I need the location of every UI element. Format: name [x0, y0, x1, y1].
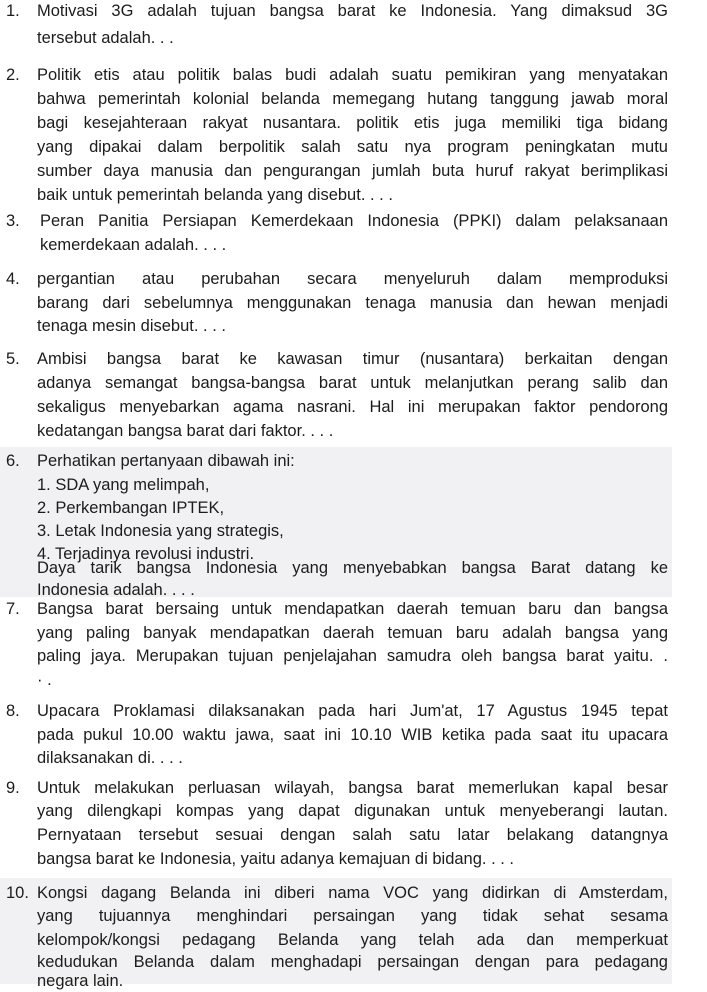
question-number: 7.: [6, 600, 20, 618]
question-text-line: adanya semangat bangsa-bangsa barat untuk melanjutkan perang salib dan: [37, 374, 668, 392]
question-text-line: Politik etis atau politik balas budi adalah suatu pemikiran yang menyatakan: [37, 66, 668, 84]
question-text-line: Ambisi bangsa barat ke kawasan timur (nusantara) berkaitan dengan: [37, 350, 668, 368]
question-text-line: sekaligus menyebarkan agama nasrani. Hal ini merupakan faktor pendorong: [37, 398, 668, 416]
question-number: 6.: [6, 452, 20, 470]
question-text-line: 2. Perkembangan IPTEK,: [37, 499, 225, 517]
question-number: 10.: [6, 884, 29, 902]
question-text-line: baik untuk pemerintah belanda yang disebut. . . .: [37, 186, 393, 204]
question-text-line: yang dipakai dalam berpolitik salah satu nya program peningkatan mutu: [37, 138, 668, 156]
question-text-line: 1. SDA yang melimpah,: [37, 476, 210, 494]
question-text-line: yang paling banyak mendapatkan daerah temuan baru adalah bangsa yang: [37, 624, 668, 642]
question-text-line: paling jaya. Merupakan tujuan penjelajahan samudra oleh bangsa barat yaitu. .: [37, 647, 668, 665]
question-text-line: · .: [37, 671, 52, 689]
question-text-line: negara lain.: [37, 972, 124, 990]
question-text-line: kelompok/kongsi pedagang Belanda yang telah ada dan memperkuat: [37, 931, 668, 949]
question-text-line: kedatangan bangsa barat dari faktor. . . .: [37, 422, 334, 440]
question-text-line: bagi kesejahteraan rakyat nusantara. politik etis juga memiliki tiga bidang: [37, 114, 668, 132]
question-text-line: barang dari sebelumnya menggunakan tenaga manusia dan hewan menjadi: [37, 294, 668, 312]
question-text-line: Untuk melakukan perluasan wilayah, bangsa barat memerlukan kapal besar: [37, 779, 668, 797]
question-number: 9.: [6, 779, 20, 797]
question-text-line: yang tujuannya menghindari persaingan yang tidak sehat sesama: [37, 907, 668, 925]
question-text-line: tersebut adalah. . .: [37, 29, 174, 47]
question-text-line: sumber daya manusia dan pengurangan jumlah buta huruf rakyat berimplikasi: [37, 162, 668, 180]
question-text-line: Perhatikan pertanyaan dibawah ini:: [37, 452, 295, 470]
question-text-line: 4. Terjadinya revolusi industri.: [37, 545, 255, 563]
question-text-line: Pernyataan tersebut sesuai dengan salah satu latar belakang datangnya: [37, 826, 668, 844]
question-text-line: Indonesia adalah. . . .: [37, 581, 195, 599]
question-text-line: Upacara Proklamasi dilaksanakan pada hari Jum'at, 17 Agustus 1945 tepat: [37, 702, 668, 720]
question-text-line: 3. Letak Indonesia yang strategis,: [37, 522, 284, 540]
question-text-line: kemerdekaan adalah. . . .: [40, 236, 227, 254]
question-number: 2.: [6, 66, 20, 84]
question-number: 5.: [6, 350, 20, 368]
question-number: 4.: [6, 270, 20, 288]
question-number: 8.: [6, 702, 20, 720]
question-text-line: kedudukan Belanda dalam menghadapi persaingan dengan para pedagang: [37, 953, 668, 971]
question-number: 3.: [6, 212, 20, 230]
question-text-line: Bangsa barat bersaing untuk mendapatkan daerah temuan baru dan bangsa: [37, 600, 668, 618]
question-text-line: dilaksanakan di. . . .: [37, 749, 183, 767]
question-text-line: Daya tarik bangsa Indonesia yang menyebabkan bangsa Barat datang ke: [37, 559, 668, 577]
question-text-line: pada pukul 10.00 waktu jawa, saat ini 10.10 WIB ketika pada saat itu upacara: [37, 726, 668, 744]
question-text-line: Kongsi dagang Belanda ini diberi nama VOC yang didirkan di Amsterdam,: [37, 884, 668, 902]
question-text-line: yang dilengkapi kompas yang dapat digunakan untuk menyeberangi lautan.: [37, 802, 668, 820]
question-text-line: Motivasi 3G adalah tujuan bangsa barat ke Indonesia. Yang dimaksud 3G: [37, 2, 668, 20]
question-text-line: Peran Panitia Persiapan Kemerdekaan Indonesia (PPKI) dalam pelaksanaan: [40, 212, 668, 230]
question-text-line: bangsa barat ke Indonesia, yaitu adanya kemajuan di bidang. . . .: [37, 850, 514, 868]
question-text-line: pergantian atau perubahan secara menyeluruh dalam memproduksi: [37, 270, 668, 288]
question-number: 1.: [6, 2, 20, 20]
question-text-line: tenaga mesin disebut. . . .: [37, 317, 226, 335]
question-text-line: bahwa pemerintah kolonial belanda memegang hutang tanggung jawab moral: [37, 90, 668, 108]
